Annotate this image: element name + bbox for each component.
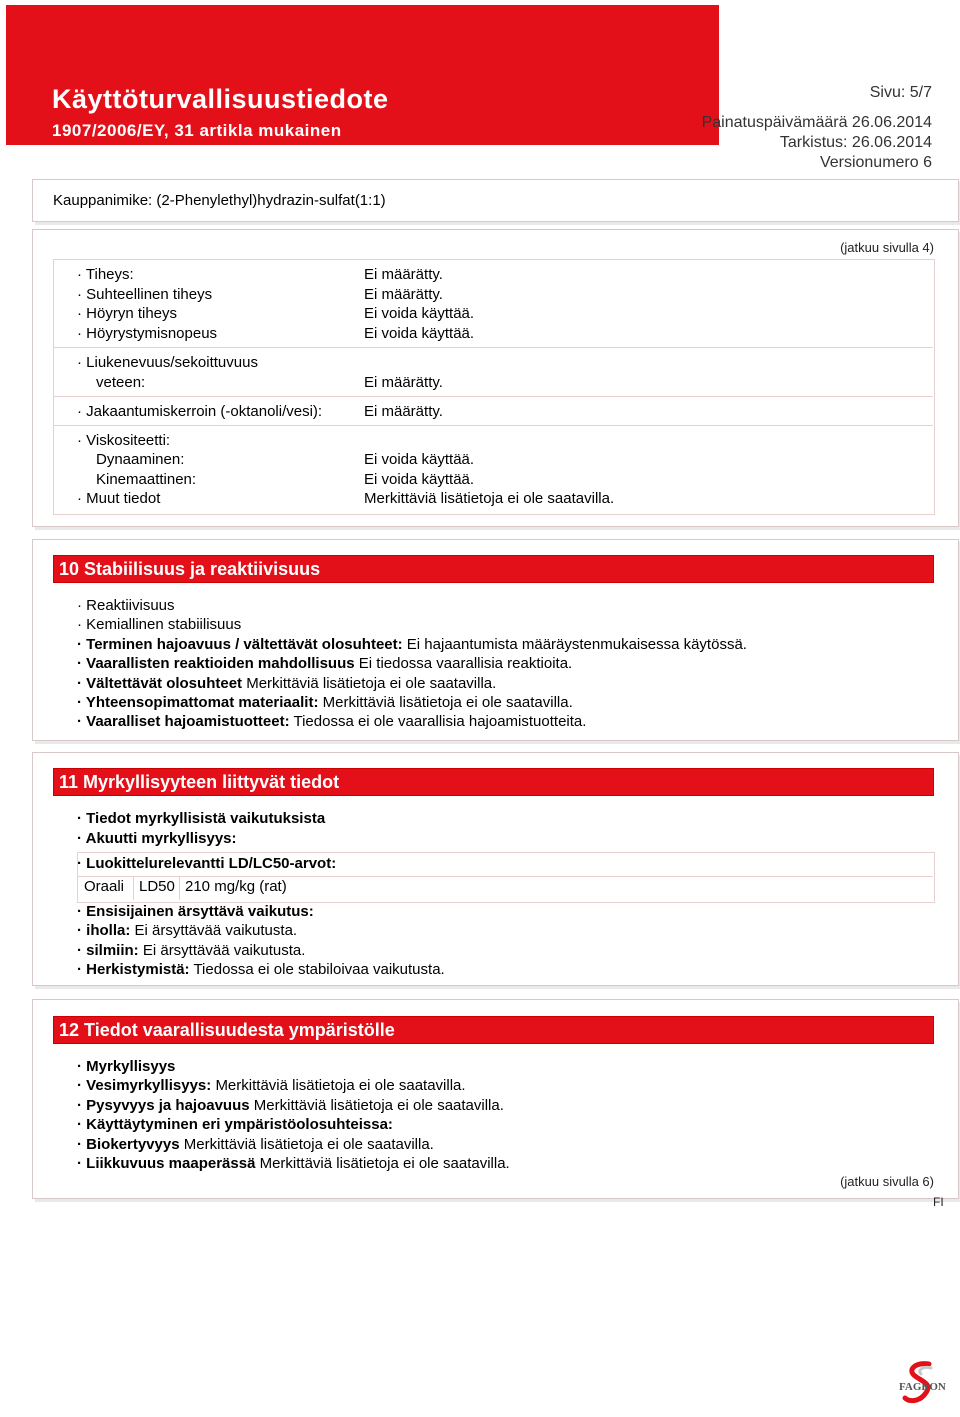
conditions-label: · Vältettävät olosuhteet <box>77 675 243 692</box>
section11-title: 11 Myrkyllisyyteen liittyvät tiedot <box>59 772 340 792</box>
decomposition-value: Tiedossa ei ole vaarallisia hajoamistuotteita. <box>293 713 587 730</box>
solubility-label-cont: veteen: <box>96 374 146 391</box>
skin-value: Ei ärsyttävää vaikutusta. <box>134 922 298 939</box>
vapour-density-value: Ei voida käyttää. <box>364 305 475 322</box>
behaviour-label: · Käyttäytyminen eri ympäristöolosuhteissa: <box>77 1116 393 1133</box>
product-name: Kauppanimike: (2-Phenylethyl)hydrazin-sulfat(1:1) <box>53 192 386 209</box>
density-label: · Tiheys: <box>77 266 134 283</box>
bioaccumulation-value: Merkittäviä lisätietoja ei ole saatavilla. <box>183 1136 434 1153</box>
section12-heading <box>53 1016 934 1044</box>
partition-value: Ei määrätty. <box>364 403 443 420</box>
rel-density-value: Ei määrätty. <box>364 286 443 303</box>
mobility-value: Merkittäviä lisätietoja ei ole saatavilla. <box>259 1155 510 1172</box>
persistence-label: · Pysyvyys ja hajoavuus <box>77 1097 250 1114</box>
persistence-value: Merkittäviä lisätietoja ei ole saatavilla. <box>253 1097 504 1114</box>
cell-divider <box>133 877 134 900</box>
partition-label: · Jakaantumiskerroin (-oktanoli/vesi): <box>77 403 323 420</box>
revision-date: Tarkistus: 26.06.2014 <box>779 134 932 151</box>
ld-value-cell: 210 mg/kg (rat) <box>185 878 287 895</box>
evaporation-label: · Höyrystymisnopeus <box>77 325 218 342</box>
thermal-value: Ei hajaantumista määräystenmukaisessa käytössä. <box>406 636 747 653</box>
incompatible-label: · Yhteensopimattomat materiaalit: <box>77 694 319 711</box>
divider <box>54 347 933 348</box>
section11-heading <box>53 768 934 796</box>
divider <box>54 396 933 397</box>
incompatible-value: Merkittäviä lisätietoja ei ole saatavilla. <box>322 694 573 711</box>
divider <box>54 425 933 426</box>
route-cell: Oraali <box>84 878 125 895</box>
density-value: Ei määrätty. <box>364 266 443 283</box>
skin-label: · iholla: <box>77 922 131 939</box>
tox-effects: · Tiedot myrkyllisistä vaikutuksista <box>77 810 326 827</box>
vapour-density-label: · Höyryn tiheys <box>77 305 178 322</box>
toxicity: · Myrkyllisyys <box>77 1058 176 1075</box>
measure-cell: LD50 <box>139 878 175 895</box>
mobility-label: · Liikkuvuus maaperässä <box>77 1155 256 1172</box>
reactivity: · Reaktiivisuus <box>77 597 175 614</box>
page-number: Sivu: 5/7 <box>869 84 932 101</box>
thermal-label: · Terminen hajoavuus / vältettävät olosuhteet: <box>77 636 403 653</box>
solubility-value: Ei määrätty. <box>364 374 443 391</box>
eyes-value: Ei ärsyttävää vaikutusta. <box>142 942 306 959</box>
ld-lc-label: · Luokittelurelevantti LD/LC50-arvot: <box>77 855 337 872</box>
aquatic-value: Merkittäviä lisätietoja ei ole saatavilla. <box>215 1077 466 1094</box>
other-info-label: · Muut tiedot <box>77 490 161 507</box>
bioaccumulation-label: · Biokertyvyys <box>77 1136 180 1153</box>
language-code: FI <box>933 1195 944 1209</box>
chemical-stability: · Kemiallinen stabiilisuus <box>77 616 242 633</box>
fagron-logo-icon <box>893 1360 949 1412</box>
continued-on: (jatkuu sivulla 6) <box>840 1174 934 1189</box>
decomposition-label: · Vaaralliset hajoamistuotteet: <box>77 713 290 730</box>
document-title: Käyttöturvallisuustiedote <box>52 84 389 114</box>
dynamic-label: Dynaaminen: <box>96 451 185 468</box>
kinematic-value: Ei voida käyttää. <box>364 471 475 488</box>
document-subtitle: 1907/2006/EY, 31 artikla mukainen <box>52 121 342 140</box>
version-number: Versionumero 6 <box>819 154 932 171</box>
primary-irritation: · Ensisijainen ärsyttävä vaikutus: <box>77 903 314 920</box>
section10-heading <box>53 555 934 583</box>
dynamic-value: Ei voida käyttää. <box>364 451 475 468</box>
acute-toxicity: · Akuutti myrkyllisyys: <box>77 830 237 847</box>
divider <box>78 876 933 877</box>
fagron-logo <box>893 1360 949 1412</box>
hazardous-reactions-value: Ei tiedossa vaarallisia reaktioita. <box>358 655 573 672</box>
other-info-value: Merkittäviä lisätietoja ei ole saatavilla. <box>364 490 615 507</box>
solubility-label: · Liukenevuus/sekoittuvuus <box>77 354 258 371</box>
aquatic-label: · Vesimyrkyllisyys: <box>77 1077 212 1094</box>
hazardous-reactions-label: · Vaarallisten reaktioiden mahdollisuus <box>77 655 355 672</box>
section10-title: 10 Stabiilisuus ja reaktiivisuus <box>59 559 321 579</box>
print-date: Painatuspäivämäärä 26.06.2014 <box>701 114 932 131</box>
continued-from: (jatkuu sivulla 4) <box>840 240 934 255</box>
conditions-value: Merkittäviä lisätietoja ei ole saatavilla. <box>246 675 497 692</box>
evaporation-value: Ei voida käyttää. <box>364 325 475 342</box>
sensitization-label: · Herkistymistä: <box>77 961 190 978</box>
eyes-label: · silmiin: <box>77 942 139 959</box>
logo-text: FAGRON <box>899 1381 946 1393</box>
sensitization-value: Tiedossa ei ole stabiloivaa vaikutusta. <box>193 961 445 978</box>
section12-title: 12 Tiedot vaarallisuudesta ympäristölle <box>59 1020 395 1040</box>
kinematic-label: Kinemaattinen: <box>96 471 197 488</box>
rel-density-label: · Suhteellinen tiheys <box>77 286 213 303</box>
viscosity-label: · Viskositeetti: <box>77 432 171 449</box>
cell-divider <box>179 877 180 900</box>
